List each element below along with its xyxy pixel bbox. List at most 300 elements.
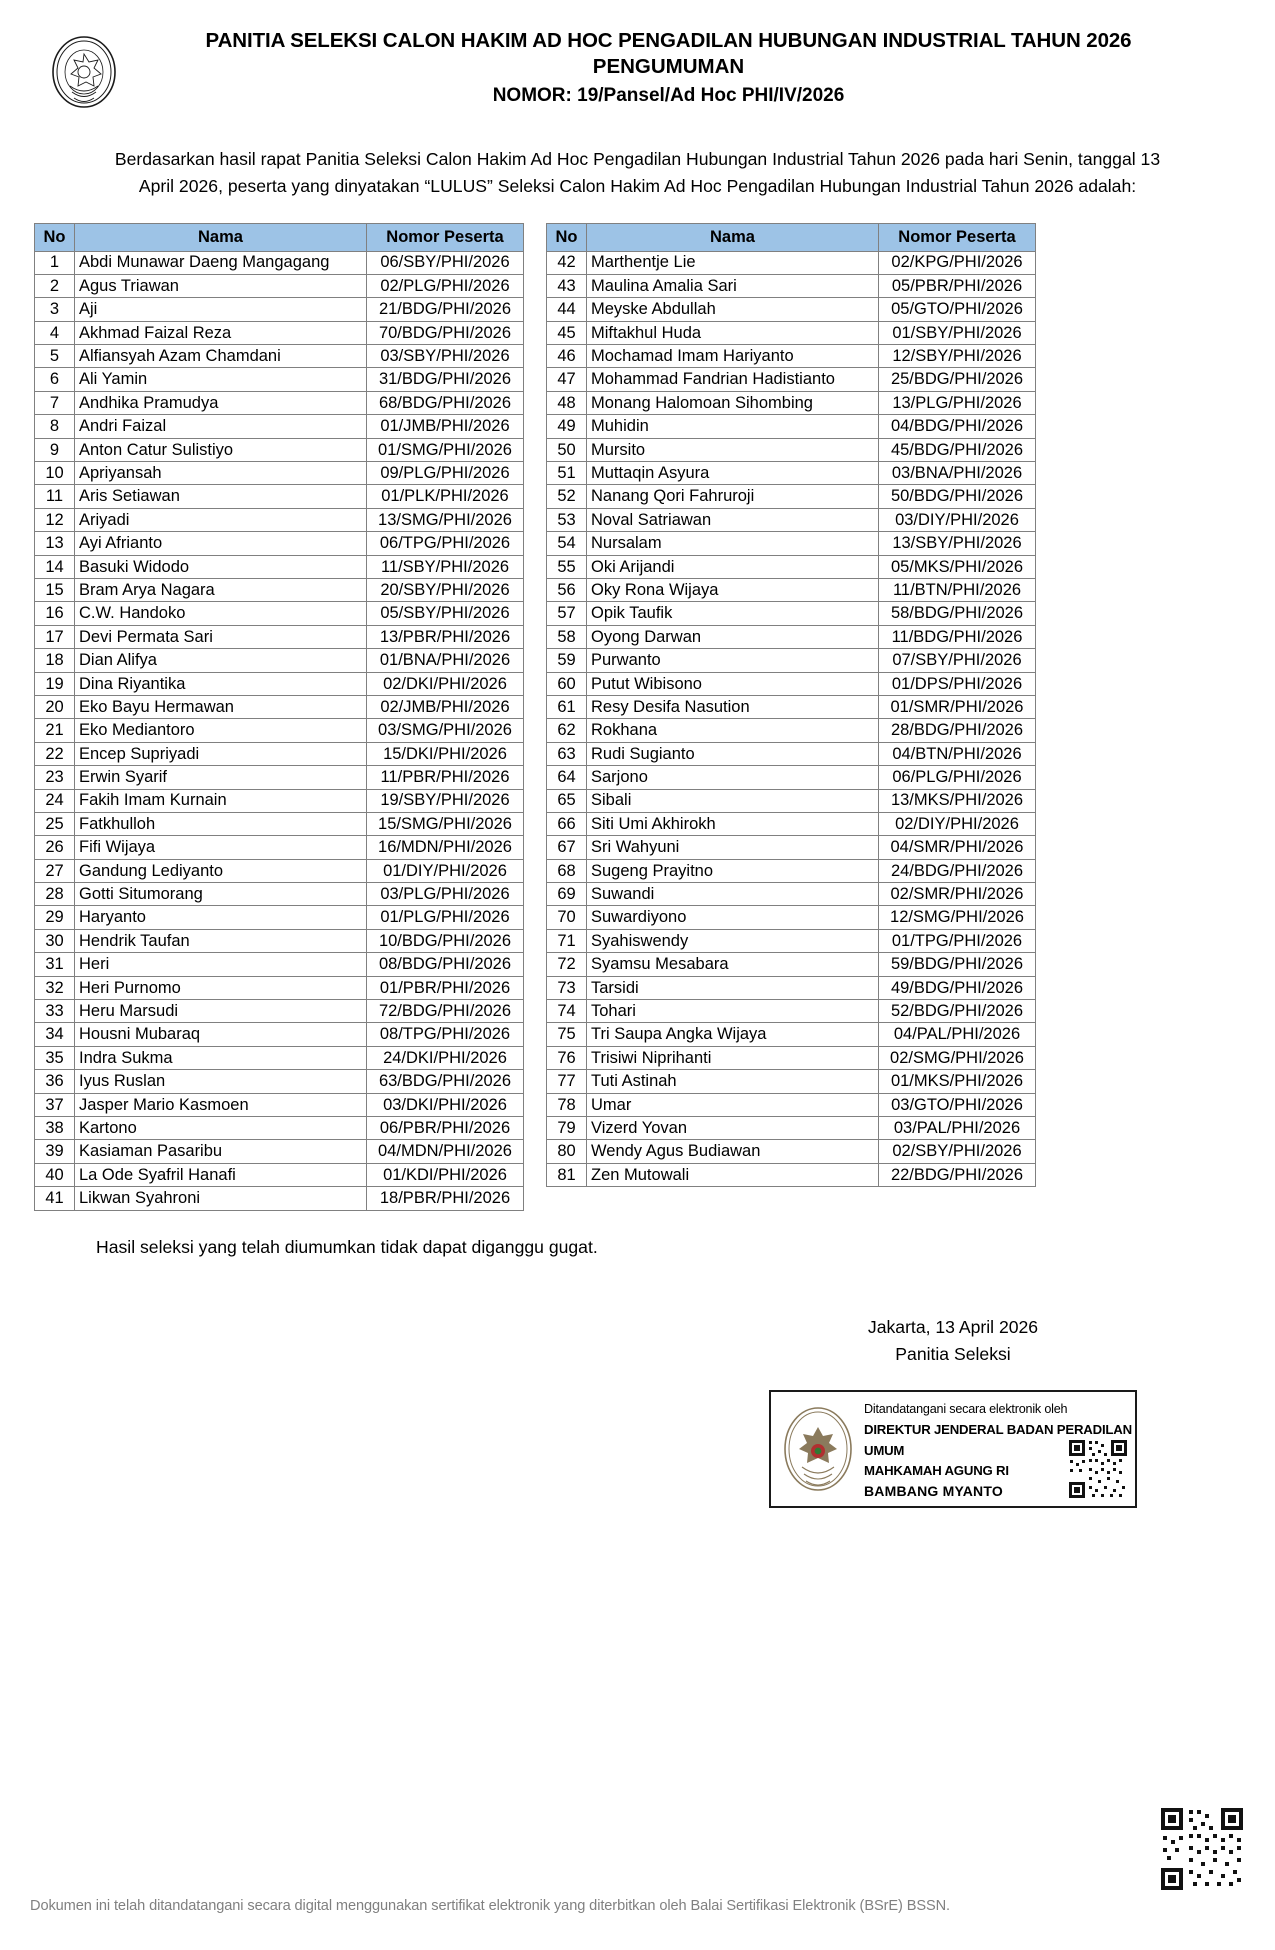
table-row bbox=[35, 1163, 524, 1186]
table-row bbox=[35, 742, 524, 765]
cell-nama: Tuti Astinah bbox=[587, 1070, 879, 1093]
table-row bbox=[35, 766, 524, 789]
cell-no: 61 bbox=[547, 695, 587, 718]
cell-nomor-peserta: 15/SMG/PHI/2026 bbox=[367, 812, 524, 835]
cell-nomor-peserta: 15/DKI/PHI/2026 bbox=[367, 742, 524, 765]
table-row bbox=[547, 485, 1036, 508]
cell-nama: Muttaqin Asyura bbox=[587, 462, 879, 485]
cell-nomor-peserta: 04/PAL/PHI/2026 bbox=[879, 1023, 1036, 1046]
table-row bbox=[547, 1023, 1036, 1046]
column-header-nomor-peserta: Nomor Peserta bbox=[367, 223, 524, 251]
cell-nama: Opik Taufik bbox=[587, 602, 879, 625]
cell-nomor-peserta: 11/BDG/PHI/2026 bbox=[879, 625, 1036, 648]
table-row bbox=[547, 438, 1036, 461]
table-row bbox=[35, 1187, 524, 1210]
table-row bbox=[547, 602, 1036, 625]
table-row bbox=[35, 462, 524, 485]
cell-no: 41 bbox=[35, 1187, 75, 1210]
cell-nomor-peserta: 25/BDG/PHI/2026 bbox=[879, 368, 1036, 391]
cell-no: 28 bbox=[35, 883, 75, 906]
cell-nama: Andhika Pramudya bbox=[75, 391, 367, 414]
cell-no: 51 bbox=[547, 462, 587, 485]
cell-nomor-peserta: 45/BDG/PHI/2026 bbox=[879, 438, 1036, 461]
cell-nomor-peserta: 09/PLG/PHI/2026 bbox=[367, 462, 524, 485]
cell-nomor-peserta: 02/JMB/PHI/2026 bbox=[367, 695, 524, 718]
cell-no: 21 bbox=[35, 719, 75, 742]
cell-nama: Tohari bbox=[587, 1000, 879, 1023]
table-row bbox=[35, 672, 524, 695]
cell-nama: Dina Riyantika bbox=[75, 672, 367, 695]
cell-nama: Heri Purnomo bbox=[75, 976, 367, 999]
esign-institution: MAHKAMAH AGUNG RI bbox=[864, 1463, 1009, 1479]
esign-signed-by-label: Ditandatangani secara elektronik oleh bbox=[864, 1402, 1068, 1417]
cell-no: 14 bbox=[35, 555, 75, 578]
cell-nama: Sarjono bbox=[587, 766, 879, 789]
cell-nama: Tri Saupa Angka Wijaya bbox=[587, 1023, 879, 1046]
cell-nomor-peserta: 04/SMR/PHI/2026 bbox=[879, 836, 1036, 859]
table-row bbox=[547, 508, 1036, 531]
cell-nomor-peserta: 22/BDG/PHI/2026 bbox=[879, 1163, 1036, 1186]
cell-nama: Ali Yamin bbox=[75, 368, 367, 391]
table-row bbox=[35, 1140, 524, 1163]
cell-no: 17 bbox=[35, 625, 75, 648]
cell-nama: Meyske Abdullah bbox=[587, 298, 879, 321]
cell-nomor-peserta: 01/SMG/PHI/2026 bbox=[367, 438, 524, 461]
cell-nama: Apriyansah bbox=[75, 462, 367, 485]
cell-no: 5 bbox=[35, 345, 75, 368]
cell-no: 50 bbox=[547, 438, 587, 461]
table-row bbox=[547, 298, 1036, 321]
cell-nomor-peserta: 50/BDG/PHI/2026 bbox=[879, 485, 1036, 508]
cell-nama: Syamsu Mesabara bbox=[587, 953, 879, 976]
cell-no: 77 bbox=[547, 1070, 587, 1093]
cell-nama: Mochamad Imam Hariyanto bbox=[587, 345, 879, 368]
right-table-body bbox=[547, 251, 1036, 1187]
cell-no: 75 bbox=[547, 1023, 587, 1046]
table-row bbox=[35, 391, 524, 414]
cell-no: 33 bbox=[35, 1000, 75, 1023]
table-row bbox=[35, 1093, 524, 1116]
cell-nomor-peserta: 03/BNA/PHI/2026 bbox=[879, 462, 1036, 485]
cell-no: 69 bbox=[547, 883, 587, 906]
cell-nomor-peserta: 06/PBR/PHI/2026 bbox=[367, 1116, 524, 1139]
cell-no: 11 bbox=[35, 485, 75, 508]
table-row bbox=[547, 1046, 1036, 1069]
cell-nomor-peserta: 24/BDG/PHI/2026 bbox=[879, 859, 1036, 882]
mahkamah-agung-seal-icon bbox=[50, 34, 118, 110]
cell-nama: Agus Triawan bbox=[75, 274, 367, 297]
cell-nama: C.W. Handoko bbox=[75, 602, 367, 625]
cell-nama: Indra Sukma bbox=[75, 1046, 367, 1069]
table-row bbox=[547, 695, 1036, 718]
column-header-nama: Nama bbox=[75, 223, 367, 251]
cell-no: 10 bbox=[35, 462, 75, 485]
cell-no: 8 bbox=[35, 415, 75, 438]
table-row bbox=[547, 368, 1036, 391]
cell-nomor-peserta: 02/PLG/PHI/2026 bbox=[367, 274, 524, 297]
cell-no: 15 bbox=[35, 579, 75, 602]
cell-nomor-peserta: 01/PLG/PHI/2026 bbox=[367, 906, 524, 929]
table-row bbox=[547, 929, 1036, 952]
cell-nomor-peserta: 16/MDN/PHI/2026 bbox=[367, 836, 524, 859]
cell-nama: Hendrik Taufan bbox=[75, 929, 367, 952]
cell-no: 24 bbox=[35, 789, 75, 812]
table-row bbox=[547, 859, 1036, 882]
header-text-block bbox=[130, 28, 1207, 110]
table-row bbox=[35, 1116, 524, 1139]
signature-block bbox=[743, 1314, 1163, 1509]
cell-nomor-peserta: 24/DKI/PHI/2026 bbox=[367, 1046, 524, 1069]
participants-table-left bbox=[34, 223, 524, 1211]
cell-nama: Fifi Wijaya bbox=[75, 836, 367, 859]
cell-nama: Oyong Darwan bbox=[587, 625, 879, 648]
cell-no: 55 bbox=[547, 555, 587, 578]
cell-no: 35 bbox=[35, 1046, 75, 1069]
cell-nomor-peserta: 06/PLG/PHI/2026 bbox=[879, 766, 1036, 789]
cell-nomor-peserta: 31/BDG/PHI/2026 bbox=[367, 368, 524, 391]
cell-nama: Rokhana bbox=[587, 719, 879, 742]
cell-nomor-peserta: 02/DIY/PHI/2026 bbox=[879, 812, 1036, 835]
cell-nama: Haryanto bbox=[75, 906, 367, 929]
cell-nomor-peserta: 05/SBY/PHI/2026 bbox=[367, 602, 524, 625]
esign-officer-title: DIREKTUR JENDERAL BADAN PERADILAN UMUM bbox=[864, 1421, 1132, 1458]
cell-nomor-peserta: 01/SMR/PHI/2026 bbox=[879, 695, 1036, 718]
cell-no: 13 bbox=[35, 532, 75, 555]
cell-no: 2 bbox=[35, 274, 75, 297]
cell-no: 34 bbox=[35, 1023, 75, 1046]
table-row bbox=[547, 766, 1036, 789]
cell-nama: Eko Mediantoro bbox=[75, 719, 367, 742]
table-row bbox=[547, 1116, 1036, 1139]
table-row bbox=[547, 953, 1036, 976]
cell-nama: Kasiaman Pasaribu bbox=[75, 1140, 367, 1163]
cell-no: 32 bbox=[35, 976, 75, 999]
cell-no: 74 bbox=[547, 1000, 587, 1023]
cell-nama: Miftakhul Huda bbox=[587, 321, 879, 344]
cell-nomor-peserta: 04/BDG/PHI/2026 bbox=[879, 415, 1036, 438]
cell-nomor-peserta: 12/SMG/PHI/2026 bbox=[879, 906, 1036, 929]
table-row bbox=[35, 649, 524, 672]
cell-no: 1 bbox=[35, 251, 75, 274]
cell-nama: Gotti Situmorang bbox=[75, 883, 367, 906]
cell-no: 73 bbox=[547, 976, 587, 999]
cell-no: 53 bbox=[547, 508, 587, 531]
table-row bbox=[35, 695, 524, 718]
closing-statement: Hasil seleksi yang telah diumumkan tidak dapat diganggu gugat. bbox=[96, 1236, 598, 1257]
table-row bbox=[35, 555, 524, 578]
cell-no: 25 bbox=[35, 812, 75, 835]
signature-committee: Panitia Seleksi bbox=[895, 1343, 1011, 1364]
table-row bbox=[547, 415, 1036, 438]
cell-nama: Gandung Lediyanto bbox=[75, 859, 367, 882]
table-row bbox=[547, 836, 1036, 859]
cell-nama: Maulina Amalia Sari bbox=[587, 274, 879, 297]
cell-no: 65 bbox=[547, 789, 587, 812]
cell-no: 31 bbox=[35, 953, 75, 976]
table-row bbox=[35, 1023, 524, 1046]
cell-nama: Wendy Agus Budiawan bbox=[587, 1140, 879, 1163]
cell-nomor-peserta: 03/SMG/PHI/2026 bbox=[367, 719, 524, 742]
cell-nomor-peserta: 02/SBY/PHI/2026 bbox=[879, 1140, 1036, 1163]
cell-nama: Dian Alifya bbox=[75, 649, 367, 672]
cell-nama: Fakih Imam Kurnain bbox=[75, 789, 367, 812]
cell-nomor-peserta: 13/PBR/PHI/2026 bbox=[367, 625, 524, 648]
cell-nomor-peserta: 04/MDN/PHI/2026 bbox=[367, 1140, 524, 1163]
cell-no: 46 bbox=[547, 345, 587, 368]
table-row bbox=[35, 251, 524, 274]
table-row bbox=[35, 485, 524, 508]
table-row bbox=[35, 906, 524, 929]
cell-no: 23 bbox=[35, 766, 75, 789]
cell-nomor-peserta: 11/PBR/PHI/2026 bbox=[367, 766, 524, 789]
esign-officer-name: BAMBANG MYANTO bbox=[864, 1483, 1003, 1500]
cell-nama: Anton Catur Sulistiyo bbox=[75, 438, 367, 461]
cell-nomor-peserta: 03/DIY/PHI/2026 bbox=[879, 508, 1036, 531]
cell-nomor-peserta: 63/BDG/PHI/2026 bbox=[367, 1070, 524, 1093]
cell-no: 76 bbox=[547, 1046, 587, 1069]
cell-nama: Akhmad Faizal Reza bbox=[75, 321, 367, 344]
cell-nomor-peserta: 01/MKS/PHI/2026 bbox=[879, 1070, 1036, 1093]
cell-no: 63 bbox=[547, 742, 587, 765]
table-row bbox=[547, 719, 1036, 742]
table-row bbox=[35, 976, 524, 999]
cell-nama: Eko Bayu Hermawan bbox=[75, 695, 367, 718]
cell-nama: Monang Halomoan Sihombing bbox=[587, 391, 879, 414]
table-row bbox=[35, 1000, 524, 1023]
table-row bbox=[35, 321, 524, 344]
cell-nama: Mursito bbox=[587, 438, 879, 461]
cell-nama: Oky Rona Wijaya bbox=[587, 579, 879, 602]
cell-nama: Tarsidi bbox=[587, 976, 879, 999]
cell-nomor-peserta: 28/BDG/PHI/2026 bbox=[879, 719, 1036, 742]
cell-no: 37 bbox=[35, 1093, 75, 1116]
table-row bbox=[35, 602, 524, 625]
cell-nomor-peserta: 02/KPG/PHI/2026 bbox=[879, 251, 1036, 274]
cell-no: 39 bbox=[35, 1140, 75, 1163]
cell-nomor-peserta: 01/BNA/PHI/2026 bbox=[367, 649, 524, 672]
footer-disclaimer: Dokumen ini telah ditandatangani secara digital menggunakan sertifikat elektronik yang diterbitkan oleh Balai Sertifikasi Elektronik (BSrE) BSSN. bbox=[30, 1898, 950, 1914]
table-row bbox=[35, 345, 524, 368]
cell-no: 81 bbox=[547, 1163, 587, 1186]
table-row bbox=[547, 883, 1036, 906]
left-table-body bbox=[35, 251, 524, 1210]
cell-nama: Umar bbox=[587, 1093, 879, 1116]
table-row bbox=[547, 1163, 1036, 1186]
cell-nama: Housni Mubaraq bbox=[75, 1023, 367, 1046]
cell-no: 57 bbox=[547, 602, 587, 625]
cell-nomor-peserta: 10/BDG/PHI/2026 bbox=[367, 929, 524, 952]
table-row bbox=[547, 579, 1036, 602]
cell-nomor-peserta: 18/PBR/PHI/2026 bbox=[367, 1187, 524, 1210]
table-row bbox=[547, 274, 1036, 297]
cell-nama: Nursalam bbox=[587, 532, 879, 555]
cell-no: 80 bbox=[547, 1140, 587, 1163]
cell-nomor-peserta: 01/DIY/PHI/2026 bbox=[367, 859, 524, 882]
cell-nomor-peserta: 20/SBY/PHI/2026 bbox=[367, 579, 524, 602]
cell-nama: Marthentje Lie bbox=[587, 251, 879, 274]
table-row bbox=[35, 859, 524, 882]
cell-no: 26 bbox=[35, 836, 75, 859]
participants-tables bbox=[34, 223, 1241, 1211]
table-row bbox=[35, 812, 524, 835]
cell-no: 56 bbox=[547, 579, 587, 602]
table-row bbox=[547, 251, 1036, 274]
cell-no: 66 bbox=[547, 812, 587, 835]
column-header-nama: Nama bbox=[587, 223, 879, 251]
table-row bbox=[35, 298, 524, 321]
column-header-nomor-peserta: Nomor Peserta bbox=[879, 223, 1036, 251]
cell-no: 19 bbox=[35, 672, 75, 695]
cell-nama: Vizerd Yovan bbox=[587, 1116, 879, 1139]
cell-nama: Siti Umi Akhirokh bbox=[587, 812, 879, 835]
cell-nama: Syahiswendy bbox=[587, 929, 879, 952]
cell-nama: Resy Desifa Nasution bbox=[587, 695, 879, 718]
table-row bbox=[35, 719, 524, 742]
table-row bbox=[35, 532, 524, 555]
table-row bbox=[35, 1046, 524, 1069]
cell-nama: Muhidin bbox=[587, 415, 879, 438]
column-header-no: No bbox=[35, 223, 75, 251]
document-number: NOMOR: 19/Pansel/Ad Hoc PHI/IV/2026 bbox=[492, 85, 845, 107]
cell-nama: Sri Wahyuni bbox=[587, 836, 879, 859]
cell-nama: Basuki Widodo bbox=[75, 555, 367, 578]
cell-nama: Sugeng Prayitno bbox=[587, 859, 879, 882]
cell-nama: Heri bbox=[75, 953, 367, 976]
cell-nomor-peserta: 01/JMB/PHI/2026 bbox=[367, 415, 524, 438]
cell-nomor-peserta: 05/PBR/PHI/2026 bbox=[879, 274, 1036, 297]
cell-nama: Jasper Mario Kasmoen bbox=[75, 1093, 367, 1116]
table-row bbox=[547, 789, 1036, 812]
cell-nama: Andri Faizal bbox=[75, 415, 367, 438]
table-row bbox=[547, 742, 1036, 765]
table-row bbox=[547, 1093, 1036, 1116]
cell-nomor-peserta: 01/KDI/PHI/2026 bbox=[367, 1163, 524, 1186]
table-row bbox=[35, 836, 524, 859]
cell-nama: Nanang Qori Fahruroji bbox=[587, 485, 879, 508]
table-row bbox=[547, 672, 1036, 695]
cell-nomor-peserta: 11/SBY/PHI/2026 bbox=[367, 555, 524, 578]
cell-nama: Purwanto bbox=[587, 649, 879, 672]
table-row bbox=[547, 391, 1036, 414]
cell-nomor-peserta: 03/DKI/PHI/2026 bbox=[367, 1093, 524, 1116]
table-row bbox=[547, 532, 1036, 555]
cell-no: 67 bbox=[547, 836, 587, 859]
cell-nomor-peserta: 01/PBR/PHI/2026 bbox=[367, 976, 524, 999]
cell-nomor-peserta: 02/DKI/PHI/2026 bbox=[367, 672, 524, 695]
cell-nama: Sibali bbox=[587, 789, 879, 812]
document-header bbox=[34, 28, 1241, 124]
cell-no: 4 bbox=[35, 321, 75, 344]
cell-nomor-peserta: 21/BDG/PHI/2026 bbox=[367, 298, 524, 321]
table-row bbox=[547, 345, 1036, 368]
cell-no: 52 bbox=[547, 485, 587, 508]
cell-nomor-peserta: 03/PLG/PHI/2026 bbox=[367, 883, 524, 906]
cell-no: 45 bbox=[547, 321, 587, 344]
table-row bbox=[35, 368, 524, 391]
intro-paragraph: Berdasarkan hasil rapat Panitia Seleksi Calon Hakim Ad Hoc Pengadilan Hubungan Industrial Tahun 2026 pada hari Senin, tanggal 13 April 2026, peserta yang dinyatakan “LULUS” Seleksi Calon Hakim Ad Hoc Pengadilan Hubungan Industrial Tahun 2026 adalah: bbox=[114, 149, 1161, 197]
cell-no: 3 bbox=[35, 298, 75, 321]
cell-nama: Erwin Syarif bbox=[75, 766, 367, 789]
cell-nomor-peserta: 03/PAL/PHI/2026 bbox=[879, 1116, 1036, 1139]
cell-nomor-peserta: 13/SMG/PHI/2026 bbox=[367, 508, 524, 531]
table-row bbox=[547, 976, 1036, 999]
cell-no: 47 bbox=[547, 368, 587, 391]
cell-nama: Bram Arya Nagara bbox=[75, 579, 367, 602]
cell-nama: Iyus Ruslan bbox=[75, 1070, 367, 1093]
cell-nomor-peserta: 59/BDG/PHI/2026 bbox=[879, 953, 1036, 976]
cell-nama: Putut Wibisono bbox=[587, 672, 879, 695]
cell-no: 64 bbox=[547, 766, 587, 789]
cell-nomor-peserta: 01/DPS/PHI/2026 bbox=[879, 672, 1036, 695]
cell-nama: Devi Permata Sari bbox=[75, 625, 367, 648]
cell-nomor-peserta: 08/BDG/PHI/2026 bbox=[367, 953, 524, 976]
table-row bbox=[35, 508, 524, 531]
right-table-wrapper bbox=[546, 223, 1036, 1188]
cell-no: 6 bbox=[35, 368, 75, 391]
cell-nama: Suwandi bbox=[587, 883, 879, 906]
cell-nama: La Ode Syafril Hanafi bbox=[75, 1163, 367, 1186]
cell-nomor-peserta: 03/SBY/PHI/2026 bbox=[367, 345, 524, 368]
cell-no: 72 bbox=[547, 953, 587, 976]
cell-no: 12 bbox=[35, 508, 75, 531]
cell-no: 54 bbox=[547, 532, 587, 555]
cell-nomor-peserta: 52/BDG/PHI/2026 bbox=[879, 1000, 1036, 1023]
cell-no: 71 bbox=[547, 929, 587, 952]
cell-nomor-peserta: 01/TPG/PHI/2026 bbox=[879, 929, 1036, 952]
cell-nama: Fatkhulloh bbox=[75, 812, 367, 835]
table-row bbox=[547, 812, 1036, 835]
document-subtitle: PENGUMUMAN bbox=[592, 54, 745, 78]
table-row bbox=[547, 1140, 1036, 1163]
cell-nomor-peserta: 13/PLG/PHI/2026 bbox=[879, 391, 1036, 414]
cell-nomor-peserta: 02/SMR/PHI/2026 bbox=[879, 883, 1036, 906]
mahkamah-agung-seal-icon bbox=[780, 1405, 856, 1493]
cell-nomor-peserta: 19/SBY/PHI/2026 bbox=[367, 789, 524, 812]
table-row bbox=[35, 579, 524, 602]
cell-nama: Aji bbox=[75, 298, 367, 321]
cell-nama: Noval Satriawan bbox=[587, 508, 879, 531]
cell-nomor-peserta: 11/BTN/PHI/2026 bbox=[879, 579, 1036, 602]
cell-no: 36 bbox=[35, 1070, 75, 1093]
cell-nomor-peserta: 01/SBY/PHI/2026 bbox=[879, 321, 1036, 344]
cell-no: 42 bbox=[547, 251, 587, 274]
cell-nama: Heru Marsudi bbox=[75, 1000, 367, 1023]
cell-nama: Alfiansyah Azam Chamdani bbox=[75, 345, 367, 368]
cell-no: 43 bbox=[547, 274, 587, 297]
cell-no: 79 bbox=[547, 1116, 587, 1139]
table-row bbox=[35, 929, 524, 952]
table-header-row bbox=[547, 223, 1036, 251]
cell-nomor-peserta: 58/BDG/PHI/2026 bbox=[879, 602, 1036, 625]
cell-no: 30 bbox=[35, 929, 75, 952]
table-row bbox=[547, 625, 1036, 648]
cell-nomor-peserta: 05/MKS/PHI/2026 bbox=[879, 555, 1036, 578]
cell-no: 40 bbox=[35, 1163, 75, 1186]
table-row bbox=[35, 415, 524, 438]
qr-code-icon bbox=[1159, 1806, 1245, 1892]
cell-no: 49 bbox=[547, 415, 587, 438]
table-row bbox=[35, 789, 524, 812]
table-row bbox=[35, 625, 524, 648]
table-row bbox=[35, 274, 524, 297]
cell-nomor-peserta: 08/TPG/PHI/2026 bbox=[367, 1023, 524, 1046]
document-footer bbox=[0, 1898, 1275, 1914]
table-row bbox=[547, 321, 1036, 344]
cell-no: 18 bbox=[35, 649, 75, 672]
cell-nomor-peserta: 12/SBY/PHI/2026 bbox=[879, 345, 1036, 368]
cell-no: 38 bbox=[35, 1116, 75, 1139]
table-row bbox=[35, 953, 524, 976]
